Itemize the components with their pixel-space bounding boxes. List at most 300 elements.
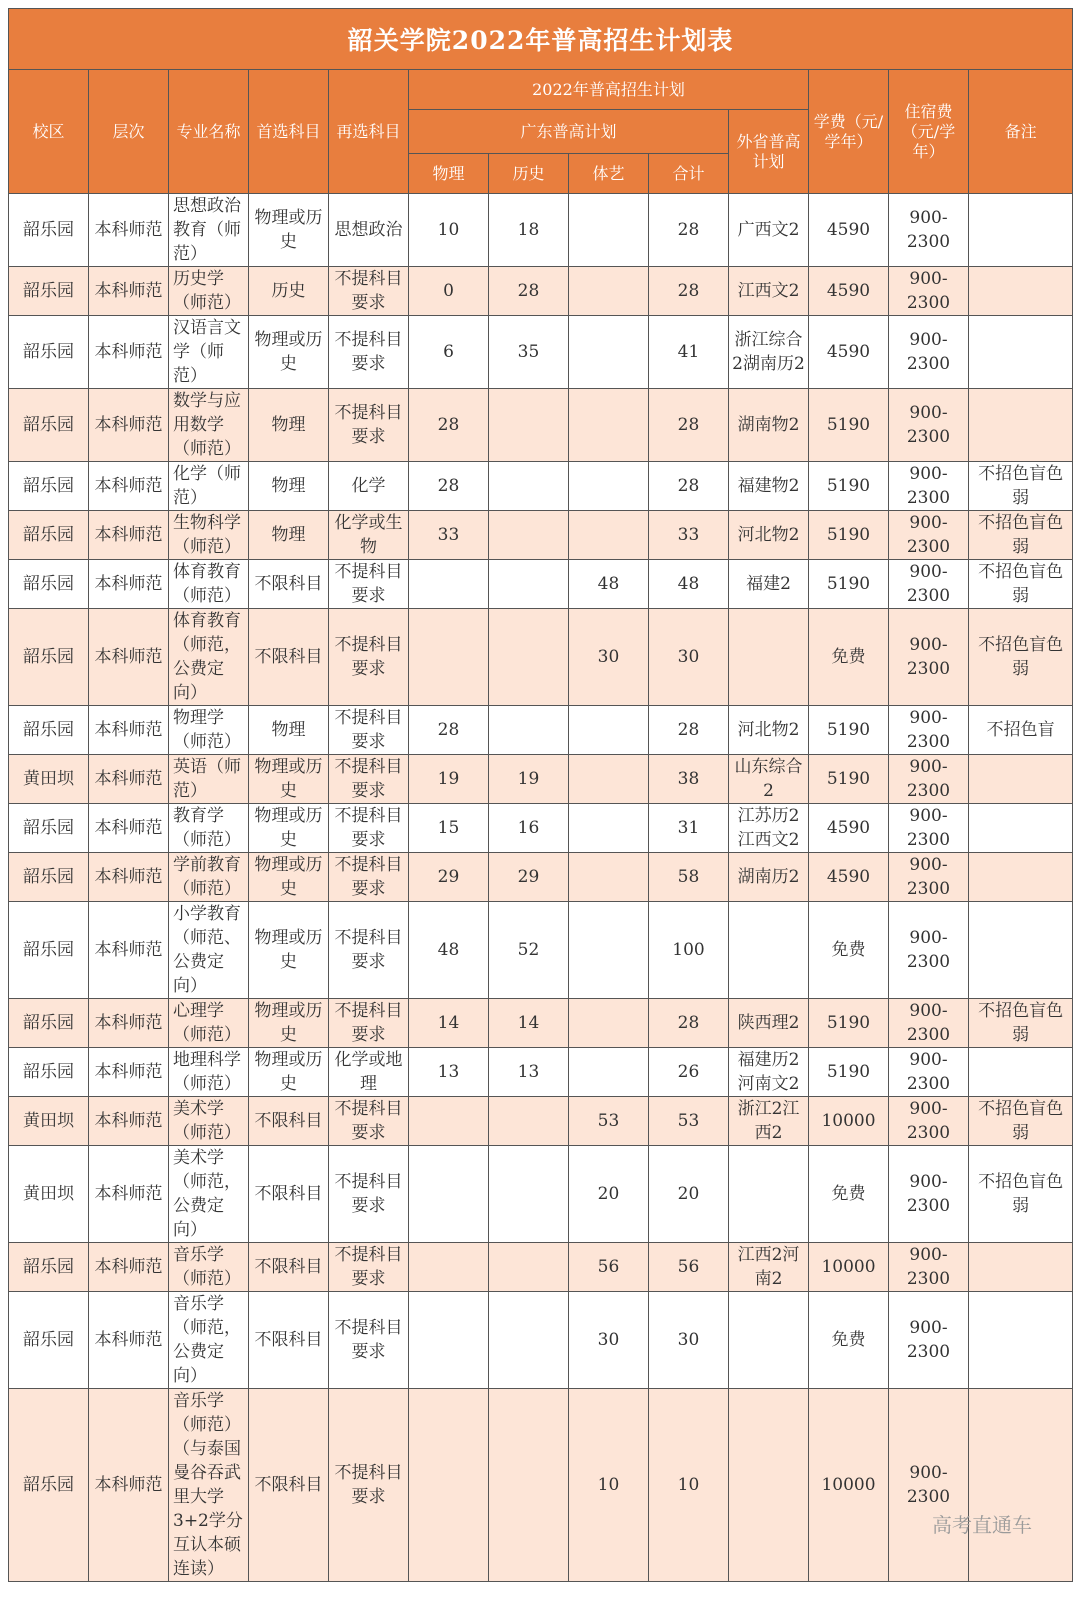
- first-subject-cell: 不限科目: [249, 1292, 329, 1389]
- remark-cell: [969, 389, 1073, 462]
- total-count-cell: 28: [649, 999, 729, 1048]
- accommodation-cell: 900-2300: [889, 1243, 969, 1292]
- header-physics: 物理: [409, 154, 489, 194]
- accommodation-cell: 900-2300: [889, 999, 969, 1048]
- accommodation-cell: 900-2300: [889, 609, 969, 706]
- level-cell: 本科师范: [89, 1048, 169, 1097]
- table-row: [9, 902, 1073, 999]
- campus-cell: 韶乐园: [9, 267, 89, 316]
- history-count-cell: [489, 389, 569, 462]
- level-cell: 本科师范: [89, 1243, 169, 1292]
- remark-cell: 不招色盲色弱: [969, 560, 1073, 609]
- arts-count-cell: 30: [569, 609, 649, 706]
- other-province-cell: 浙江综合2湖南历2: [729, 316, 809, 389]
- history-count-cell: [489, 1292, 569, 1389]
- second-subject-cell: 思想政治: [329, 194, 409, 267]
- level-cell: 本科师范: [89, 853, 169, 902]
- table-row: [9, 194, 1073, 267]
- campus-cell: 韶乐园: [9, 804, 89, 853]
- level-cell: 本科师范: [89, 267, 169, 316]
- history-count-cell: [489, 1097, 569, 1146]
- first-subject-cell: 不限科目: [249, 1243, 329, 1292]
- remark-cell: 不招色盲色弱: [969, 462, 1073, 511]
- header-accommodation: 住宿费（元/学年）: [889, 70, 969, 194]
- accommodation-cell: 900-2300: [889, 316, 969, 389]
- other-province-cell: [729, 1146, 809, 1243]
- history-count-cell: [489, 1389, 569, 1582]
- header-campus: 校区: [9, 70, 89, 194]
- campus-cell: 韶乐园: [9, 194, 89, 267]
- tuition-cell: 5190: [809, 389, 889, 462]
- tuition-cell: 5190: [809, 560, 889, 609]
- level-cell: 本科师范: [89, 804, 169, 853]
- physics-count-cell: 0: [409, 267, 489, 316]
- other-province-cell: 河北物2: [729, 706, 809, 755]
- tuition-cell: 5190: [809, 706, 889, 755]
- second-subject-cell: 化学或地理: [329, 1048, 409, 1097]
- total-count-cell: 10: [649, 1389, 729, 1582]
- accommodation-cell: 900-2300: [889, 560, 969, 609]
- arts-count-cell: [569, 194, 649, 267]
- remark-cell: [969, 1243, 1073, 1292]
- arts-count-cell: [569, 706, 649, 755]
- tuition-cell: 免费: [809, 1292, 889, 1389]
- total-count-cell: 20: [649, 1146, 729, 1243]
- other-province-cell: 江西2河南2: [729, 1243, 809, 1292]
- second-subject-cell: 不提科目要求: [329, 316, 409, 389]
- arts-count-cell: [569, 267, 649, 316]
- physics-count-cell: 33: [409, 511, 489, 560]
- remark-cell: [969, 316, 1073, 389]
- history-count-cell: 14: [489, 999, 569, 1048]
- physics-count-cell: 48: [409, 902, 489, 999]
- campus-cell: 韶乐园: [9, 999, 89, 1048]
- total-count-cell: 28: [649, 194, 729, 267]
- arts-count-cell: [569, 316, 649, 389]
- first-subject-cell: 不限科目: [249, 1146, 329, 1243]
- major-cell: 汉语言文学（师范）: [169, 316, 249, 389]
- arts-count-cell: [569, 1048, 649, 1097]
- campus-cell: 韶乐园: [9, 511, 89, 560]
- physics-count-cell: [409, 1389, 489, 1582]
- major-cell: 体育教育（师范）: [169, 560, 249, 609]
- campus-cell: 韶乐园: [9, 389, 89, 462]
- other-province-cell: [729, 609, 809, 706]
- other-province-cell: 江西文2: [729, 267, 809, 316]
- second-subject-cell: 不提科目要求: [329, 1292, 409, 1389]
- level-cell: 本科师范: [89, 1146, 169, 1243]
- table-row: [9, 804, 1073, 853]
- major-cell: 美术学（师范）: [169, 1097, 249, 1146]
- total-count-cell: 53: [649, 1097, 729, 1146]
- major-cell: 学前教育（师范）: [169, 853, 249, 902]
- header-arts-sports: 体艺: [569, 154, 649, 194]
- major-cell: 音乐学（师范）: [169, 1243, 249, 1292]
- arts-count-cell: [569, 755, 649, 804]
- major-cell: 心理学（师范）: [169, 999, 249, 1048]
- remark-cell: [969, 1389, 1073, 1582]
- major-cell: 小学教育（师范、公费定向）: [169, 902, 249, 999]
- campus-cell: 韶乐园: [9, 316, 89, 389]
- remark-cell: [969, 1292, 1073, 1389]
- table-row: [9, 609, 1073, 706]
- table-body: [9, 194, 1073, 1582]
- other-province-cell: 浙江2江西2: [729, 1097, 809, 1146]
- total-count-cell: 56: [649, 1243, 729, 1292]
- arts-count-cell: 10: [569, 1389, 649, 1582]
- level-cell: 本科师范: [89, 1389, 169, 1582]
- campus-cell: 韶乐园: [9, 560, 89, 609]
- history-count-cell: 35: [489, 316, 569, 389]
- tuition-cell: 5190: [809, 1048, 889, 1097]
- tuition-cell: 5190: [809, 999, 889, 1048]
- tuition-cell: 4590: [809, 853, 889, 902]
- remark-cell: 不招色盲色弱: [969, 999, 1073, 1048]
- physics-count-cell: 15: [409, 804, 489, 853]
- level-cell: 本科师范: [89, 1097, 169, 1146]
- total-count-cell: 58: [649, 853, 729, 902]
- history-count-cell: 19: [489, 755, 569, 804]
- first-subject-cell: 不限科目: [249, 1389, 329, 1582]
- tuition-cell: 5190: [809, 755, 889, 804]
- table-row: [9, 560, 1073, 609]
- other-province-cell: 陕西理2: [729, 999, 809, 1048]
- total-count-cell: 28: [649, 706, 729, 755]
- total-count-cell: 30: [649, 609, 729, 706]
- accommodation-cell: 900-2300: [889, 902, 969, 999]
- first-subject-cell: 不限科目: [249, 609, 329, 706]
- major-cell: 历史学（师范）: [169, 267, 249, 316]
- header-plan-group: 2022年普高招生计划: [409, 70, 809, 110]
- first-subject-cell: 物理: [249, 462, 329, 511]
- header-tuition: 学费（元/学年）: [809, 70, 889, 194]
- total-count-cell: 30: [649, 1292, 729, 1389]
- table-row: [9, 999, 1073, 1048]
- campus-cell: 韶乐园: [9, 1048, 89, 1097]
- accommodation-cell: 900-2300: [889, 462, 969, 511]
- accommodation-cell: 900-2300: [889, 1048, 969, 1097]
- total-count-cell: 26: [649, 1048, 729, 1097]
- table-row: [9, 1292, 1073, 1389]
- total-count-cell: 48: [649, 560, 729, 609]
- other-province-cell: [729, 902, 809, 999]
- first-subject-cell: 物理或历史: [249, 902, 329, 999]
- total-count-cell: 33: [649, 511, 729, 560]
- total-count-cell: 38: [649, 755, 729, 804]
- major-cell: 美术学（师范，公费定向）: [169, 1146, 249, 1243]
- other-province-cell: 山东综合2: [729, 755, 809, 804]
- other-province-cell: [729, 1292, 809, 1389]
- arts-count-cell: 20: [569, 1146, 649, 1243]
- accommodation-cell: 900-2300: [889, 804, 969, 853]
- campus-cell: 韶乐园: [9, 462, 89, 511]
- second-subject-cell: 不提科目要求: [329, 1097, 409, 1146]
- level-cell: 本科师范: [89, 609, 169, 706]
- tuition-cell: 4590: [809, 194, 889, 267]
- table-title: 韶关学院2022年普高招生计划表: [9, 9, 1073, 70]
- first-subject-cell: 不限科目: [249, 560, 329, 609]
- header-total: 合计: [649, 154, 729, 194]
- remark-cell: 不招色盲色弱: [969, 1097, 1073, 1146]
- total-count-cell: 41: [649, 316, 729, 389]
- campus-cell: 韶乐园: [9, 853, 89, 902]
- physics-count-cell: 13: [409, 1048, 489, 1097]
- arts-count-cell: [569, 853, 649, 902]
- arts-count-cell: [569, 462, 649, 511]
- first-subject-cell: 物理或历史: [249, 999, 329, 1048]
- arts-count-cell: [569, 999, 649, 1048]
- major-cell: 音乐学（师范）（与泰国曼谷吞武里大学3+2学分互认本硕连读）: [169, 1389, 249, 1582]
- first-subject-cell: 不限科目: [249, 1097, 329, 1146]
- history-count-cell: [489, 462, 569, 511]
- table-row: [9, 1243, 1073, 1292]
- history-count-cell: [489, 1243, 569, 1292]
- history-count-cell: 18: [489, 194, 569, 267]
- arts-count-cell: 30: [569, 1292, 649, 1389]
- header-second-subject: 再选科目: [329, 70, 409, 194]
- remark-cell: [969, 267, 1073, 316]
- accommodation-cell: 900-2300: [889, 1097, 969, 1146]
- table-row: [9, 389, 1073, 462]
- total-count-cell: 28: [649, 389, 729, 462]
- first-subject-cell: 物理: [249, 511, 329, 560]
- second-subject-cell: 不提科目要求: [329, 853, 409, 902]
- second-subject-cell: 化学或生物: [329, 511, 409, 560]
- history-count-cell: 52: [489, 902, 569, 999]
- campus-cell: 韶乐园: [9, 706, 89, 755]
- enrollment-plan-table: [8, 8, 1073, 1582]
- physics-count-cell: [409, 560, 489, 609]
- major-cell: 化学（师范）: [169, 462, 249, 511]
- table-row: [9, 267, 1073, 316]
- accommodation-cell: 900-2300: [889, 853, 969, 902]
- arts-count-cell: 48: [569, 560, 649, 609]
- history-count-cell: 28: [489, 267, 569, 316]
- history-count-cell: 29: [489, 853, 569, 902]
- level-cell: 本科师范: [89, 462, 169, 511]
- second-subject-cell: 不提科目要求: [329, 389, 409, 462]
- major-cell: 数学与应用数学（师范）: [169, 389, 249, 462]
- history-count-cell: [489, 560, 569, 609]
- first-subject-cell: 物理或历史: [249, 804, 329, 853]
- remark-cell: 不招色盲色弱: [969, 511, 1073, 560]
- header-other-province: 外省普高计划: [729, 110, 809, 194]
- physics-count-cell: 29: [409, 853, 489, 902]
- physics-count-cell: [409, 1243, 489, 1292]
- header-level: 层次: [89, 70, 169, 194]
- first-subject-cell: 物理或历史: [249, 194, 329, 267]
- table-row: [9, 1146, 1073, 1243]
- header-history: 历史: [489, 154, 569, 194]
- accommodation-cell: 900-2300: [889, 1389, 969, 1582]
- tuition-cell: 5190: [809, 462, 889, 511]
- physics-count-cell: 19: [409, 755, 489, 804]
- other-province-cell: 湖南历2: [729, 853, 809, 902]
- level-cell: 本科师范: [89, 755, 169, 804]
- level-cell: 本科师范: [89, 1292, 169, 1389]
- history-count-cell: [489, 609, 569, 706]
- remark-cell: [969, 853, 1073, 902]
- second-subject-cell: 不提科目要求: [329, 560, 409, 609]
- history-count-cell: [489, 1146, 569, 1243]
- accommodation-cell: 900-2300: [889, 389, 969, 462]
- physics-count-cell: 10: [409, 194, 489, 267]
- level-cell: 本科师范: [89, 902, 169, 999]
- second-subject-cell: 不提科目要求: [329, 1389, 409, 1582]
- arts-count-cell: 56: [569, 1243, 649, 1292]
- history-count-cell: 16: [489, 804, 569, 853]
- level-cell: 本科师范: [89, 999, 169, 1048]
- physics-count-cell: [409, 609, 489, 706]
- first-subject-cell: 物理: [249, 706, 329, 755]
- second-subject-cell: 不提科目要求: [329, 267, 409, 316]
- first-subject-cell: 物理或历史: [249, 853, 329, 902]
- table-row: [9, 316, 1073, 389]
- tuition-cell: 10000: [809, 1389, 889, 1582]
- tuition-cell: 免费: [809, 609, 889, 706]
- campus-cell: 韶乐园: [9, 1243, 89, 1292]
- arts-count-cell: [569, 389, 649, 462]
- tuition-cell: 4590: [809, 267, 889, 316]
- major-cell: 生物科学（师范）: [169, 511, 249, 560]
- remark-cell: [969, 902, 1073, 999]
- campus-cell: 韶乐园: [9, 1389, 89, 1582]
- table-row: [9, 706, 1073, 755]
- remark-cell: 不招色盲: [969, 706, 1073, 755]
- accommodation-cell: 900-2300: [889, 1146, 969, 1243]
- campus-cell: 黄田坝: [9, 755, 89, 804]
- header-remarks: 备注: [969, 70, 1073, 194]
- table-row: [9, 755, 1073, 804]
- physics-count-cell: [409, 1146, 489, 1243]
- major-cell: 音乐学（师范，公费定向）: [169, 1292, 249, 1389]
- watermark: 高考直通车: [932, 1513, 1032, 1537]
- tuition-cell: 4590: [809, 316, 889, 389]
- other-province-cell: 广西文2: [729, 194, 809, 267]
- accommodation-cell: 900-2300: [889, 511, 969, 560]
- tuition-cell: 免费: [809, 1146, 889, 1243]
- campus-cell: 韶乐园: [9, 609, 89, 706]
- major-cell: 教育学（师范）: [169, 804, 249, 853]
- first-subject-cell: 物理或历史: [249, 755, 329, 804]
- remark-cell: [969, 755, 1073, 804]
- physics-count-cell: 14: [409, 999, 489, 1048]
- history-count-cell: [489, 706, 569, 755]
- header-major: 专业名称: [169, 70, 249, 194]
- tuition-cell: 免费: [809, 902, 889, 999]
- tuition-cell: 10000: [809, 1243, 889, 1292]
- total-count-cell: 28: [649, 267, 729, 316]
- remark-cell: 不招色盲色弱: [969, 1146, 1073, 1243]
- arts-count-cell: 53: [569, 1097, 649, 1146]
- arts-count-cell: [569, 804, 649, 853]
- other-province-cell: 河北物2: [729, 511, 809, 560]
- campus-cell: 韶乐园: [9, 1292, 89, 1389]
- other-province-cell: [729, 1389, 809, 1582]
- physics-count-cell: [409, 1292, 489, 1389]
- tuition-cell: 4590: [809, 804, 889, 853]
- major-cell: 思想政治教育（师范）: [169, 194, 249, 267]
- level-cell: 本科师范: [89, 511, 169, 560]
- second-subject-cell: 不提科目要求: [329, 609, 409, 706]
- accommodation-cell: 900-2300: [889, 755, 969, 804]
- remark-cell: [969, 804, 1073, 853]
- major-cell: 体育教育（师范，公费定向）: [169, 609, 249, 706]
- campus-cell: 黄田坝: [9, 1097, 89, 1146]
- first-subject-cell: 物理或历史: [249, 1048, 329, 1097]
- table-row: [9, 1097, 1073, 1146]
- physics-count-cell: [409, 1097, 489, 1146]
- other-province-cell: 福建历2河南文2: [729, 1048, 809, 1097]
- level-cell: 本科师范: [89, 706, 169, 755]
- second-subject-cell: 不提科目要求: [329, 1146, 409, 1243]
- table-row: [9, 462, 1073, 511]
- remark-cell: 不招色盲色弱: [969, 609, 1073, 706]
- header-first-subject: 首选科目: [249, 70, 329, 194]
- total-count-cell: 31: [649, 804, 729, 853]
- level-cell: 本科师范: [89, 560, 169, 609]
- tuition-cell: 10000: [809, 1097, 889, 1146]
- campus-cell: 黄田坝: [9, 1146, 89, 1243]
- second-subject-cell: 不提科目要求: [329, 706, 409, 755]
- second-subject-cell: 化学: [329, 462, 409, 511]
- arts-count-cell: [569, 511, 649, 560]
- level-cell: 本科师范: [89, 389, 169, 462]
- other-province-cell: 湖南物2: [729, 389, 809, 462]
- total-count-cell: 28: [649, 462, 729, 511]
- physics-count-cell: 28: [409, 706, 489, 755]
- first-subject-cell: 物理: [249, 389, 329, 462]
- history-count-cell: [489, 511, 569, 560]
- first-subject-cell: 物理或历史: [249, 316, 329, 389]
- campus-cell: 韶乐园: [9, 902, 89, 999]
- other-province-cell: 福建物2: [729, 462, 809, 511]
- enrollment-plan-sheet: [8, 8, 1072, 1582]
- table-row: [9, 1389, 1073, 1582]
- first-subject-cell: 历史: [249, 267, 329, 316]
- second-subject-cell: 不提科目要求: [329, 1243, 409, 1292]
- major-cell: 地理科学（师范）: [169, 1048, 249, 1097]
- major-cell: 物理学（师范）: [169, 706, 249, 755]
- accommodation-cell: 900-2300: [889, 1292, 969, 1389]
- accommodation-cell: 900-2300: [889, 194, 969, 267]
- second-subject-cell: 不提科目要求: [329, 902, 409, 999]
- second-subject-cell: 不提科目要求: [329, 999, 409, 1048]
- second-subject-cell: 不提科目要求: [329, 755, 409, 804]
- header-guangdong-group: 广东普高计划: [409, 110, 729, 154]
- level-cell: 本科师范: [89, 316, 169, 389]
- tuition-cell: 5190: [809, 511, 889, 560]
- remark-cell: [969, 194, 1073, 267]
- arts-count-cell: [569, 902, 649, 999]
- physics-count-cell: 28: [409, 389, 489, 462]
- other-province-cell: 福建2: [729, 560, 809, 609]
- table-row: [9, 1048, 1073, 1097]
- other-province-cell: 江苏历2江西文2: [729, 804, 809, 853]
- history-count-cell: 13: [489, 1048, 569, 1097]
- remark-cell: [969, 1048, 1073, 1097]
- table-row: [9, 853, 1073, 902]
- physics-count-cell: 28: [409, 462, 489, 511]
- total-count-cell: 100: [649, 902, 729, 999]
- major-cell: 英语（师范）: [169, 755, 249, 804]
- table-row: [9, 511, 1073, 560]
- physics-count-cell: 6: [409, 316, 489, 389]
- level-cell: 本科师范: [89, 194, 169, 267]
- second-subject-cell: 不提科目要求: [329, 804, 409, 853]
- accommodation-cell: 900-2300: [889, 706, 969, 755]
- accommodation-cell: 900-2300: [889, 267, 969, 316]
